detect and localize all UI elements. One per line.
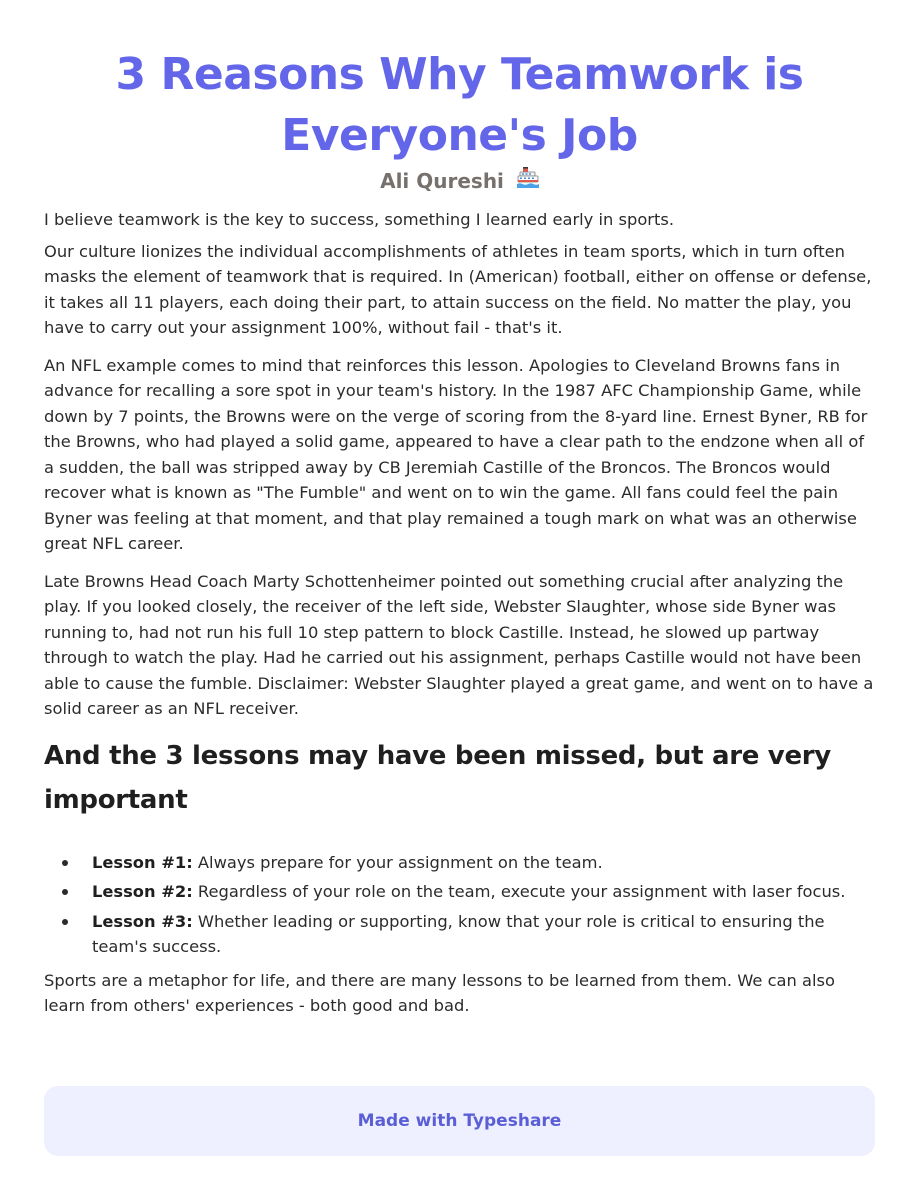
article-body — [44, 207, 875, 722]
list-item — [92, 879, 875, 905]
article-title: 3 Reasons Why Teamwork is Everyone's Job — [115, 49, 804, 161]
list-item — [92, 850, 875, 876]
article — [44, 44, 875, 1031]
lesson-text: Whether leading or supporting, know that your role is critical to ensuring the team's success. — [92, 911, 825, 956]
list-item — [92, 909, 875, 960]
lessons-heading: And the 3 lessons may have been missed, but are very important — [44, 740, 831, 815]
author-line — [44, 165, 875, 197]
closing-section — [44, 968, 875, 1019]
footer-label[interactable]: Made with Typeshare — [357, 1111, 562, 1131]
lesson-text: Always prepare for your assignment on the team. — [192, 852, 603, 872]
paragraph-intro: I believe teamwork is the key to success, something I learned early in sports. — [44, 210, 675, 229]
lessons-list — [44, 850, 875, 960]
lesson-label: Lesson #3: — [92, 911, 193, 931]
author-name: Ali Qureshi — [380, 169, 504, 193]
ship-icon — [517, 165, 539, 197]
lesson-text: Regardless of your role on the team, execute your assignment with laser focus. — [192, 882, 846, 901]
lesson-label: Lesson #2: — [92, 882, 193, 901]
paragraph-closing: Sports are a metaphor for life, and there are many lessons to be learned from them. We can also learn from others' experiences - both good and bad. — [44, 970, 835, 1015]
made-with-typeshare-banner[interactable] — [44, 1086, 875, 1156]
paragraph-coach-analysis: Late Browns Head Coach Marty Schottenheimer pointed out something crucial after analyzing the play. If you looked closely, the receiver of the left side, Webster Slaughter, whose side Byner was running to, had not run his full 10 step pattern to block Castille. Instead, he slowed up partway through to watch the play. Had he carried out his assignment, perhaps Castille would not have been able to cause the fumble. Disclaimer: Webster Slaughter played a great game, and went on to have a solid career as an NFL receiver. — [44, 571, 874, 718]
paragraph-nfl-example: An NFL example comes to mind that reinforces this lesson. Apologies to Cleveland Browns fans in advance for recalling a sore spot in your team's history. In the 1987 AFC Championship Game, while down by 7 points, the Browns were on the verge of scoring from the 8-yard line. Ernest Byner, RB for the Browns, who had played a solid game, appeared to have a clear path to the endzone when all of a sudden, the ball was stripped away by CB Jeremiah Castille of the Broncos. The Broncos would recover what is known as "The Fumble" and went on to win the game. All fans could feel the pain Byner was feeling at that moment, and that play remained a tough mark on what was an otherwise great NFL career. — [44, 355, 868, 553]
lesson-label: Lesson #1: — [92, 852, 193, 872]
paragraph-culture: Our culture lionizes the individual accomplishments of athletes in team sports, which in turn often masks the element of teamwork that is required. In (American) football, either on offense or defense, it takes all 11 players, each doing their part, to attain success on the field. No matter the play, you have to carry out your assignment 100%, without fail - that's it. — [44, 241, 872, 337]
